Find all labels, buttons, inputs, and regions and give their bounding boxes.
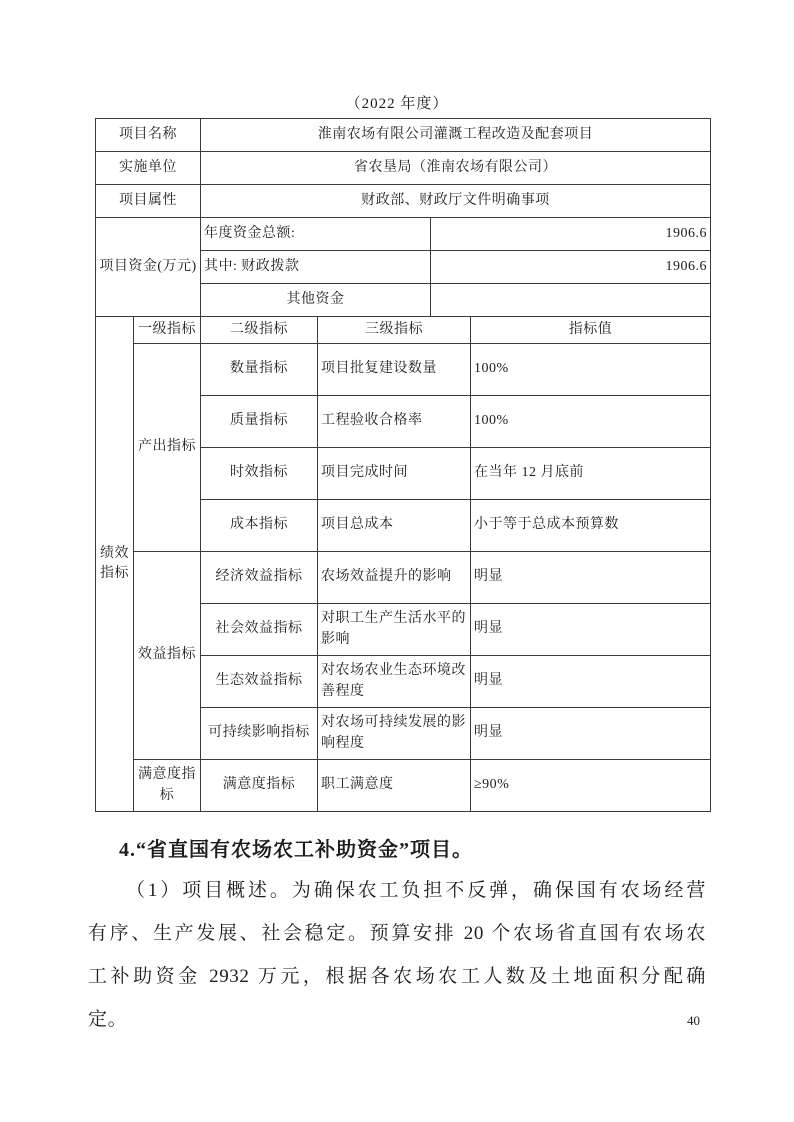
quantity-indicator-label: 数量指标 [201,344,318,396]
section-paragraph [88,869,706,1041]
economic-benefit-label: 经济效益指标 [201,552,318,604]
implementing-unit-label: 实施单位 [96,152,201,185]
quantity-indicator-detail: 项目批复建设数量 [318,344,471,396]
fund-other-amount [431,284,711,317]
quantity-indicator-value: 100% [471,344,711,396]
fund-fiscal-amount: 1906.6 [431,251,711,284]
fund-total-label: 年度资金总额: [201,218,431,251]
satisfaction-indicator-detail: 职工满意度 [318,760,471,812]
cost-indicator-label: 成本指标 [201,500,318,552]
timeliness-indicator-detail: 项目完成时间 [318,448,471,500]
table-row-quantity-indicator [96,344,711,396]
cost-indicator-value: 小于等于总成本预算数 [471,500,711,552]
ecological-benefit-detail: 对农场农业生态环境改善程度 [318,656,471,708]
table-row-project-attribute [96,185,711,218]
quality-indicator-value: 100% [471,396,711,448]
satisfaction-indicator-label: 满意度指标 [201,760,318,812]
fund-total-amount: 1906.6 [431,218,711,251]
social-benefit-label: 社会效益指标 [201,604,318,656]
paragraph-line: 定。 [88,1009,128,1030]
project-name-value: 淮南农场有限公司灌溉工程改造及配套项目 [201,119,711,152]
table-row-project-name [96,119,711,152]
header-level1: 一级指标 [134,317,201,344]
document-year-title: （2022 年度） [345,96,449,112]
timeliness-indicator-label: 时效指标 [201,448,318,500]
project-performance-table [95,118,711,812]
page-content [88,93,706,1041]
table-row-economic-benefit [96,552,711,604]
sustainable-impact-detail: 对农场可持续发展的影响程度 [318,708,471,760]
paragraph-line: （1）项目概述。为确保农工负担不反弹，确保国有农场经营 [126,880,706,901]
social-benefit-value: 明显 [471,604,711,656]
paragraph-line: 有序、生产发展、社会稳定。预算安排 20 个农场省直国有农场农 [88,923,706,944]
project-attribute-value: 财政部、财政厅文件明确事项 [201,185,711,218]
project-name-label: 项目名称 [96,119,201,152]
table-row-implementing-unit [96,152,711,185]
paragraph-line: 工补助资金 2932 万元，根据各农场农工人数及土地面积分配确 [88,966,706,987]
satisfaction-indicator-value: ≥90% [471,760,711,812]
ecological-benefit-label: 生态效益指标 [201,656,318,708]
cost-indicator-detail: 项目总成本 [318,500,471,552]
economic-benefit-value: 明显 [471,552,711,604]
economic-benefit-detail: 农场效益提升的影响 [318,552,471,604]
benefit-indicator-group-label: 效益指标 [134,552,201,760]
output-indicator-group-label: 产出指标 [134,344,201,552]
header-level3: 三级指标 [318,317,471,344]
page-number: 40 [687,1013,700,1028]
quality-indicator-detail: 工程验收合格率 [318,396,471,448]
project-funds-label: 项目资金(万元) [96,218,201,317]
header-level2: 二级指标 [201,317,318,344]
satisfaction-group-label: 满意度指标 [134,760,201,812]
section-heading: 4.“省直国有农场农工补助资金”项目。 [119,839,473,861]
project-attribute-label: 项目属性 [96,185,201,218]
ecological-benefit-value: 明显 [471,656,711,708]
performance-indicators-side-label: 绩效指标 [96,317,134,812]
fund-other-label: 其他资金 [201,284,431,317]
timeliness-indicator-value: 在当年 12 月底前 [471,448,711,500]
sustainable-impact-value: 明显 [471,708,711,760]
sustainable-impact-label: 可持续影响指标 [201,708,318,760]
social-benefit-detail: 对职工生产生活水平的影响 [318,604,471,656]
table-row-satisfaction [96,760,711,812]
table-row-fund-total [96,218,711,251]
quality-indicator-label: 质量指标 [201,396,318,448]
table-row-indicator-header [96,317,711,344]
fund-fiscal-label: 其中: 财政拨款 [201,251,431,284]
header-indicator-value: 指标值 [471,317,711,344]
implementing-unit-value: 省农垦局（淮南农场有限公司） [201,152,711,185]
